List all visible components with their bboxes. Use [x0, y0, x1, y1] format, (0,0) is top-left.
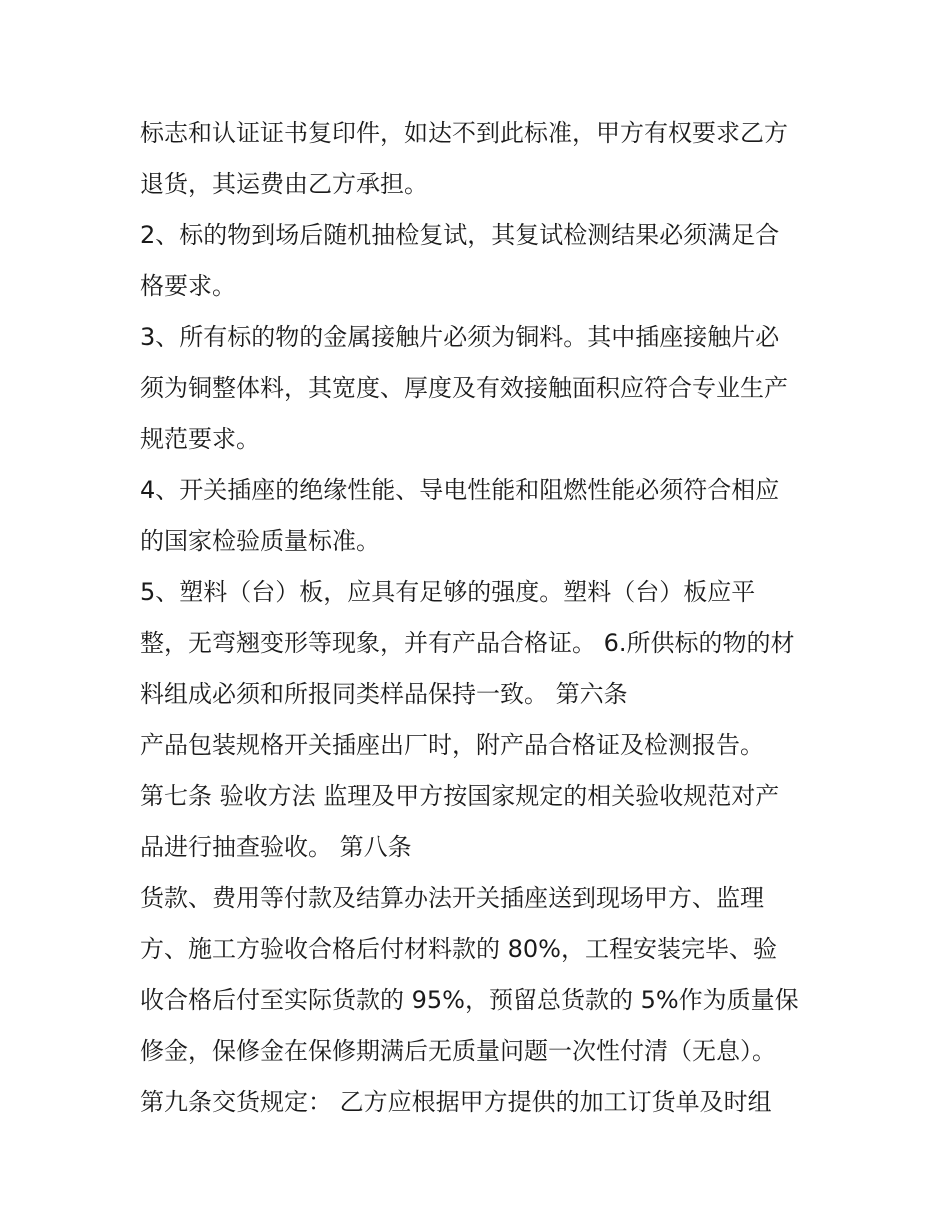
text-line-16: 货款、费用等付款及结算办法开关插座送到现场甲方、监理 — [140, 884, 764, 912]
text-line-12: 料组成必须和所报同类样品保持一致。 第六条 — [140, 680, 628, 708]
text-line-2: 退货，其运费由乙方承担。 — [140, 170, 428, 198]
text-line-7: 规范要求。 — [140, 425, 260, 453]
text-line-6: 须为铜整体料，其宽度、厚度及有效接触面积应符合专业生产 — [140, 374, 788, 402]
text-line-17: 方、施工方验收合格后付材料款的 80%，工程安装完毕、验 — [140, 935, 777, 963]
text-line-10: 5、塑料（台）板，应具有足够的强度。塑料（台）板应平 — [140, 578, 756, 606]
text-line-11: 整，无弯翘变形等现象，并有产品合格证。 6.所供标的物的材 — [140, 629, 795, 657]
text-line-19: 修金，保修金在保修期满后无质量问题一次性付清（无息）。 — [140, 1037, 776, 1065]
text-line-15: 品进行抽查验收。 第八条 — [140, 833, 412, 861]
contract-body-text — [140, 108, 820, 1128]
text-line-13: 产品包装规格开关插座出厂时，附产品合格证及检测报告。 — [140, 731, 764, 759]
text-line-5: 3、所有标的物的金属接触片必须为铜料。其中插座接触片必 — [140, 323, 780, 351]
text-line-4: 格要求。 — [140, 272, 236, 300]
text-line-1: 标志和认证证书复印件，如达不到此标准，甲方有权要求乙方 — [140, 119, 788, 147]
text-line-8: 4、开关插座的绝缘性能、导电性能和阻燃性能必须符合相应 — [140, 476, 780, 504]
text-line-14: 第七条 验收方法 监理及甲方按国家规定的相关验收规范对产 — [140, 782, 780, 810]
text-line-18: 收合格后付至实际货款的 95%，预留总货款的 5%作为质量保 — [140, 986, 799, 1014]
text-line-20: 第九条交货规定： 乙方应根据甲方提供的加工订货单及时组 — [140, 1088, 772, 1116]
text-line-9: 的国家检验质量标准。 — [140, 527, 380, 555]
text-line-3: 2、标的物到场后随机抽检复试，其复试检测结果必须满足合 — [140, 221, 780, 249]
